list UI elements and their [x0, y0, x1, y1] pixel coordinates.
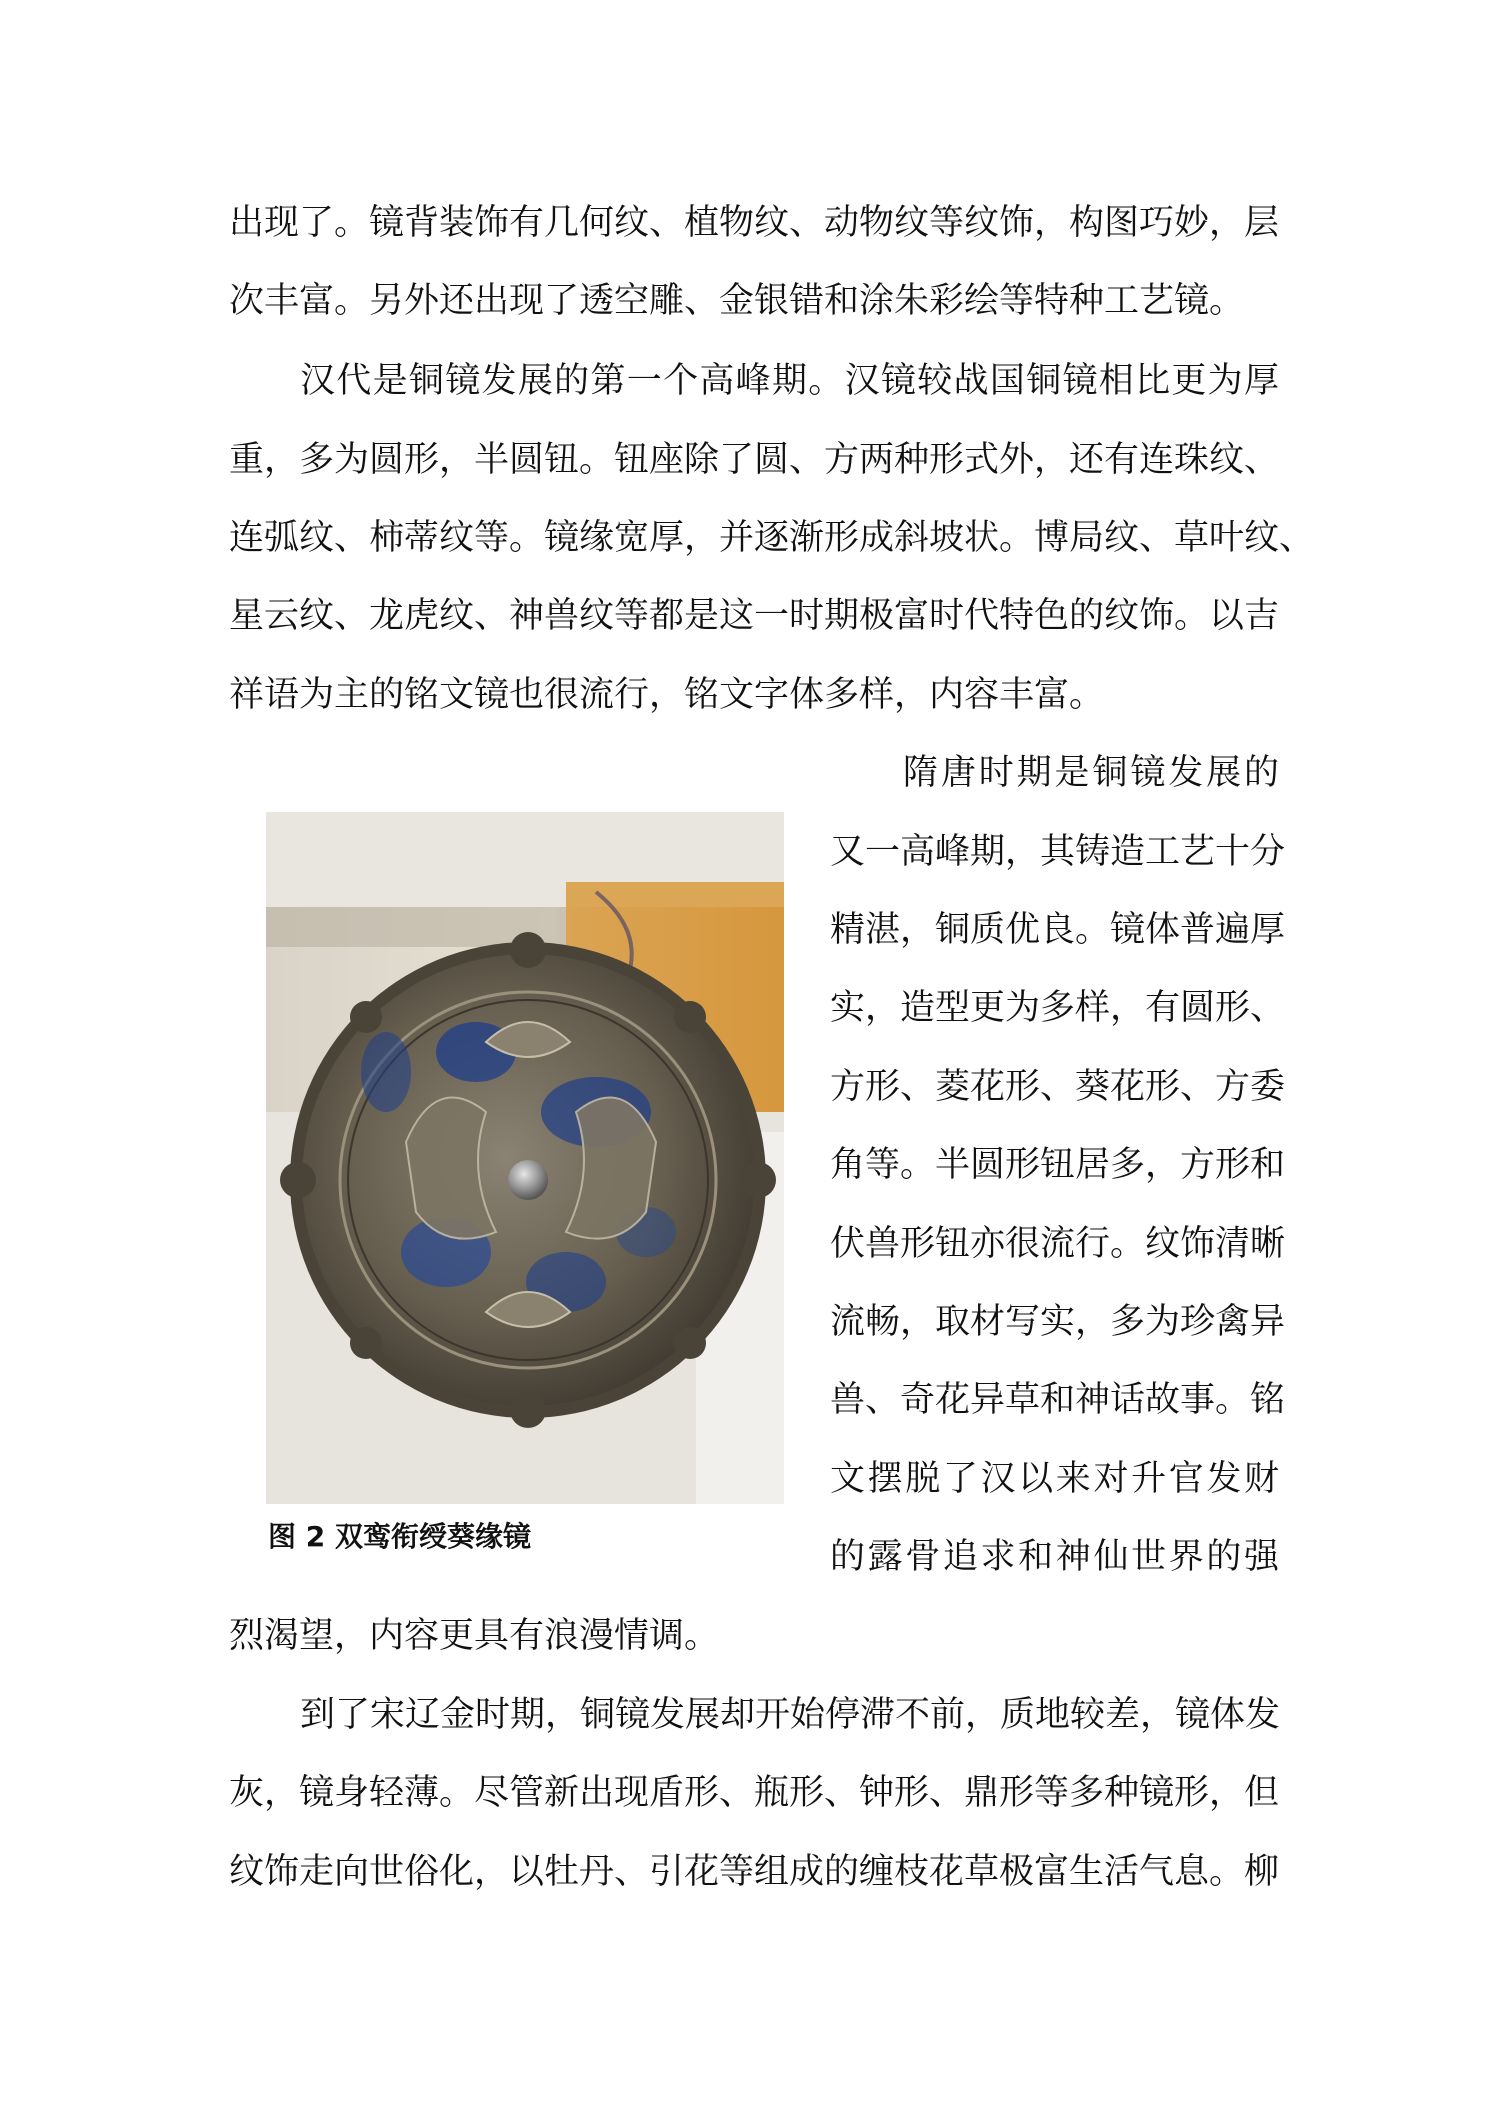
bronze-mirror-image [266, 812, 784, 1504]
paragraph-3-line-2: 又一高峰期，其铸造工艺十分 [830, 832, 1286, 872]
paragraph-2-line-2: 重，多为圆形，半圆钮。钮座除了圆、方两种形式外，还有连珠纹、 [229, 440, 1280, 480]
paragraph-3-line-1: 隋唐时期是铜镜发展的 [903, 753, 1279, 793]
paragraph-3-line-5: 方形、菱花形、葵花形、方委 [830, 1067, 1286, 1107]
mirror-body [280, 932, 776, 1428]
paragraph-3-line-6: 角等。半圆形钮居多，方形和 [830, 1145, 1286, 1185]
paragraph-3-line-11: 的露骨追求和神仙世界的强 [830, 1537, 1279, 1577]
figure-caption: 图 2 双鸾衔绶葵缘镜 [268, 1520, 531, 1553]
paragraph-3-line-7: 伏兽形钮亦很流行。纹饰清晰 [830, 1224, 1286, 1264]
paragraph-3-line-4: 实，造型更为多样，有圆形、 [830, 988, 1286, 1028]
paragraph-3-line-8: 流畅，取材写实，多为珍禽异 [830, 1302, 1286, 1342]
paragraph-4-line-1: 到了宋辽金时期，铜镜发展却开始停滞不前，质地较差，镜体发 [300, 1695, 1281, 1735]
paragraph-2-line-1: 汉代是铜镜发展的第一个高峰期。汉镜较战国铜镜相比更为厚 [300, 361, 1279, 401]
paragraph-3-line-12: 烈渴望，内容更具有浪漫情调。 [229, 1616, 720, 1656]
paragraph-2-line-5: 祥语为主的铭文镜也很流行，铭文字体多样，内容丰富。 [229, 675, 1105, 715]
paragraph-2-line-3: 连弧纹、柿蒂纹等。镜缘宽厚，并逐渐形成斜坡状。博局纹、草叶纹、 [229, 518, 1315, 558]
paragraph-4-line-2: 灰，镜身轻薄。尽管新出现盾形、瓶形、钟形、鼎形等多种镜形，但 [229, 1773, 1280, 1813]
paragraph-3-line-10: 文摆脱了汉以来对升官发财 [830, 1459, 1279, 1499]
bronze-mirror-photo [266, 812, 784, 1504]
paragraph-1-line-1: 出现了。镜背装饰有几何纹、植物纹、动物纹等纹饰，构图巧妙，层 [229, 203, 1280, 243]
paragraph-1-line-2: 次丰富。另外还出现了透空雕、金银错和涂朱彩绘等特种工艺镜。 [229, 281, 1245, 321]
paragraph-3-line-3: 精湛，铜质优良。镜体普遍厚 [830, 910, 1286, 950]
paragraph-2-line-4: 星云纹、龙虎纹、神兽纹等都是这一时期极富时代特色的纹饰。以吉 [229, 596, 1280, 636]
paragraph-4-line-3: 纹饰走向世俗化，以牡丹、引花等组成的缠枝花草极富生活气息。柳 [229, 1852, 1280, 1892]
paragraph-3-line-9: 兽、奇花异草和神话故事。铭 [830, 1380, 1286, 1420]
